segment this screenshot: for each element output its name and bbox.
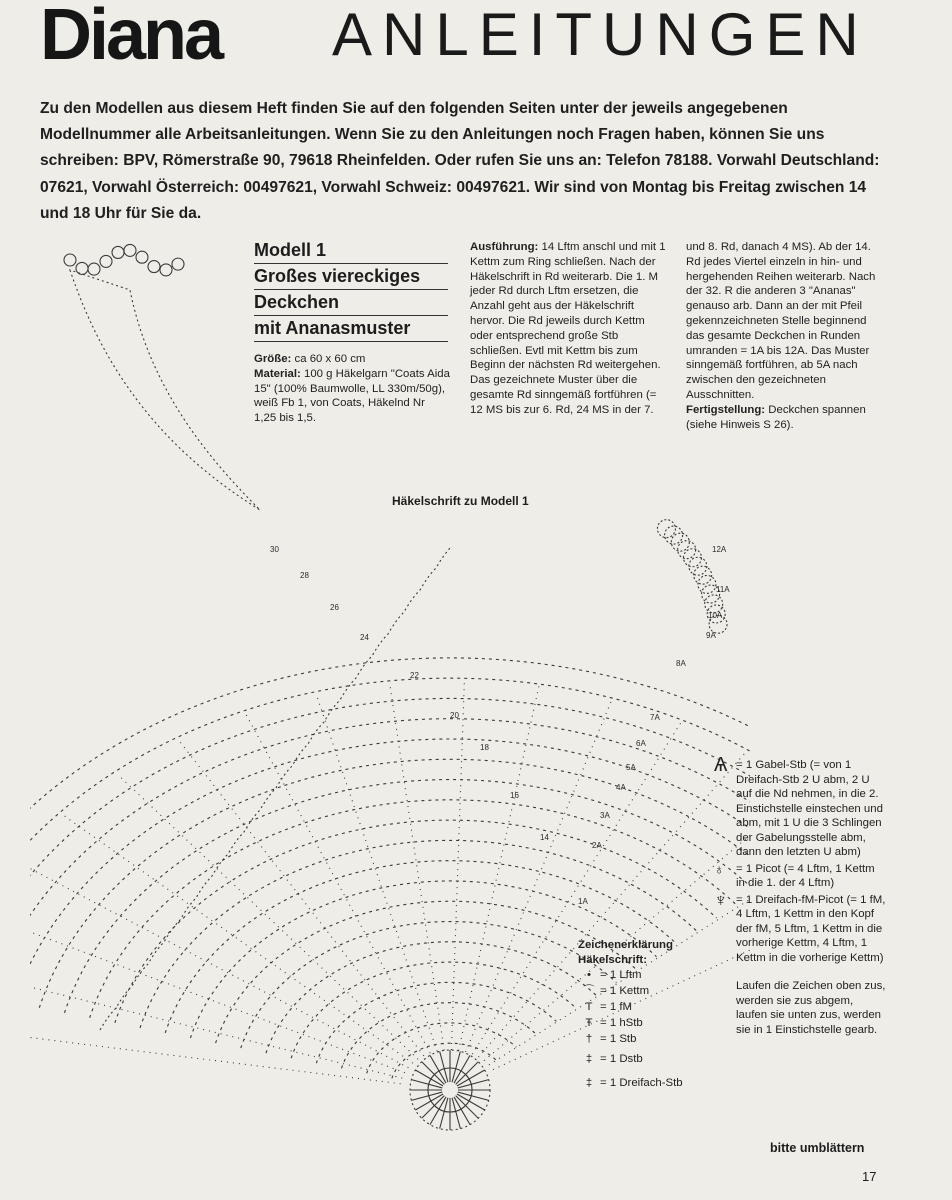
- stitch-stroke: [452, 1098, 460, 1129]
- extra-legend: [714, 754, 886, 1037]
- chart-caption: Häkelschrift zu Modell 1: [392, 494, 529, 508]
- scallop-loop: [671, 533, 689, 551]
- picot-loop: [148, 261, 160, 273]
- row-label: 22: [410, 671, 419, 680]
- row-label: 24: [360, 633, 369, 642]
- picot-loop: [112, 246, 124, 258]
- pineapple-lobe: [70, 270, 260, 510]
- row-label: 4A: [616, 783, 626, 792]
- turn-page-note: bitte umblättern: [770, 1141, 865, 1155]
- row-label: 14: [540, 833, 549, 842]
- round-arc: [241, 922, 617, 1049]
- symbol-legend: [578, 938, 718, 1095]
- row-label: 3A: [600, 811, 610, 820]
- model-title-line: Großes viereckiges: [254, 264, 448, 290]
- stitch-stroke: [456, 1096, 479, 1119]
- row-label: 7A: [650, 713, 660, 722]
- legend-item: ‡ = 1 Dreifach-Stb: [578, 1071, 718, 1095]
- legend-item: Ŧ = 1 hStb: [578, 1015, 718, 1031]
- scallop-loop: [665, 526, 683, 544]
- finishing-value: Deckchen spannen (siehe Hinweis S 26).: [686, 403, 866, 431]
- round-arc: [392, 1043, 496, 1078]
- stitch-stroke: [316, 694, 437, 1052]
- row-label: 10A: [708, 611, 723, 620]
- round-arc: [291, 962, 576, 1058]
- triple-treble-icon: ‡: [585, 1076, 593, 1089]
- stitch-stroke: [179, 740, 424, 1056]
- legend-item: ♆ = 1 Dreifach-fM-Picot (= 1 fM, 4 Lftm, 1 Kettm in den Kopf der fM, 5 Lftm, 1 Kettm in die vorherige Kettm, 4 Lftm, 1 Kettm in die vorherige Kettm): [714, 889, 886, 964]
- scallop-loop: [678, 541, 696, 559]
- row-label: 30: [270, 545, 279, 554]
- model-title-line: mit Ananasmuster: [254, 316, 448, 342]
- scallop-loop: [657, 520, 675, 538]
- legend-item: ‡ = 1 Dstb: [578, 1047, 718, 1071]
- stitch-stroke: [118, 775, 418, 1060]
- legend-subheading: Häkelschrift:: [578, 953, 648, 966]
- scallop-loop: [689, 557, 707, 575]
- legend-item: ⌒ = 1 Kettm: [578, 983, 718, 999]
- model-title-line: Modell 1: [254, 238, 448, 264]
- stitch-stroke: [456, 1062, 479, 1085]
- picot-loop: [124, 244, 136, 256]
- execution-value-part1: 14 Lftm anschl und mit 1 Kettm zum Ring schließen. Nach der Häkelschrift in Rd weiterarb. Die 1. M jeder Rd durch Lftm ersetzen, die Anzahl geht aus der Häkelschrift hervor. Die Rd jeweils durch Kettm oder entsprechend große Stb schließen. Evtl mit Kettm bis zum Beginn der nächsten Rd weitergehen. Das gezeichnete Muster über die gesamte Rd sinngemäß fortführen (= 12 MS bis zur 6. Rd, 24 MS in der 7.: [470, 241, 666, 416]
- legend-note: Laufen die Zeichen oben zus, werden sie zus abgem, laufen sie unten zus, werden sie in 1 Einstichstelle gearb.: [736, 980, 886, 1036]
- row-label: 11A: [716, 585, 730, 594]
- treble-crochet-icon: ‡: [585, 1052, 593, 1065]
- row-label: 6A: [636, 739, 646, 748]
- section-title: ANLEITUNGEN: [332, 1, 869, 68]
- chain-stitch-icon: •: [587, 968, 591, 981]
- material-label: Material:: [254, 367, 301, 380]
- double-crochet-icon: †: [585, 1032, 593, 1045]
- stitch-stroke: [458, 1092, 489, 1100]
- round-arc: [367, 1023, 517, 1073]
- row-label: 9A: [706, 631, 716, 640]
- half-double-icon: Ŧ: [585, 1016, 593, 1029]
- legend-heading: Zeichenerklärung: [578, 939, 673, 951]
- stitch-stroke: [440, 1051, 448, 1082]
- stitch-stroke: [30, 862, 408, 1068]
- row-label: 2A: [592, 841, 602, 850]
- picot-loop: [88, 263, 100, 275]
- size-value: ca 60 x 60 cm: [294, 353, 366, 365]
- stitch-stroke: [452, 1051, 460, 1082]
- row-label: 26: [330, 603, 339, 612]
- stitch-stroke: [411, 1092, 442, 1100]
- material-value: 100 g Häkelgarn "Coats Aida 15" (100% Baumwolle, LL 330m/50g), weiß Fb 1, von Coats, Häkelnd Nr 1,25 bis 1,5.: [254, 367, 450, 425]
- row-label: 1A: [578, 897, 588, 906]
- stitch-stroke: [64, 815, 413, 1063]
- picot-loop: [172, 258, 184, 270]
- model-title-line: Deckchen: [254, 290, 448, 316]
- stitch-stroke: [459, 686, 539, 1051]
- stitch-stroke: [30, 968, 402, 1078]
- picot-loop: [76, 262, 88, 274]
- stitch-stroke: [440, 1098, 448, 1129]
- stitch-stroke: [30, 1026, 401, 1084]
- picot-loop: [64, 254, 76, 266]
- brand-logo: Diana: [40, 0, 222, 75]
- legend-item: T = 1 fM: [578, 999, 718, 1015]
- page-number: 17: [862, 1169, 877, 1184]
- size-label: Größe:: [254, 353, 292, 365]
- execution-label: Ausführung:: [470, 241, 539, 253]
- legend-item: Ѧ = 1 Gabel-Stb (= von 1 Dreifach-Stb 2 U abm, 2 U auf die Nd nehmen, in die 2. Einstichstelle einstechen und abm, mit 1 U die 3 Schlingen der Gabelungsstelle abm, dann den letzten U abm): [714, 754, 883, 858]
- picot-loop: [100, 255, 112, 267]
- stitch-stroke: [451, 680, 464, 1050]
- picot-loop: [160, 264, 172, 276]
- stitch-stroke: [422, 1096, 445, 1119]
- finishing-label: Fertigstellung:: [686, 403, 766, 416]
- triple-picot-icon: ♆: [714, 889, 728, 910]
- stitch-stroke: [458, 1080, 489, 1088]
- slip-stitch-icon: ⌒: [583, 984, 595, 997]
- row-label: 8A: [676, 659, 686, 668]
- fork-stitch-icon: Ѧ: [714, 754, 728, 776]
- scallop-loop: [684, 549, 702, 567]
- picot-loop: [136, 251, 148, 263]
- masthead: [40, 0, 900, 78]
- round-arc: [316, 982, 556, 1063]
- execution-value-part2: und 8. Rd, danach 4 MS). Ab der 14. Rd jedes Viertel einzeln in hin- und hergehenden Reihen weiterarb. Nach der 32. R die anderen 3 "Ananas" genauso arb. Dann an der mit Pfeil gekennzeichneten Stelle beginnend das gesamte Deckchen in Runden umranden = 1A bis 12A. Das Muster sinngemäß fortführen, ab 5A nach zwischen den gezeichneten Ausschnitten.: [686, 241, 876, 401]
- stitch-stroke: [411, 1080, 442, 1088]
- row-label: 16: [510, 791, 519, 800]
- row-label: 5A: [626, 763, 636, 772]
- round-arc: [216, 901, 637, 1043]
- stitch-stroke: [390, 683, 445, 1050]
- picot-icon: ♁: [714, 860, 725, 877]
- round-arc: [342, 1003, 537, 1069]
- stitch-stroke: [245, 713, 430, 1053]
- row-label: 18: [480, 743, 489, 752]
- round-arc: [30, 658, 750, 983]
- outer-edge: [100, 546, 452, 1030]
- legend-item: † = 1 Stb: [578, 1031, 718, 1047]
- legend-item: • = 1 Lftm: [578, 967, 718, 983]
- legend-item: ♁ = 1 Picot (= 4 Lftm, 1 Kettm in die 1. der 4 Lftm): [714, 860, 875, 889]
- single-crochet-icon: T: [585, 1000, 593, 1013]
- row-label: 28: [300, 571, 309, 580]
- stitch-stroke: [30, 913, 405, 1072]
- intro-paragraph: Zu den Modellen aus diesem Heft finden Sie auf den folgenden Seiten unter der jeweils angegebenen Modellnummer alle Arbeitsanleitungen. Wenn Sie zu den Anleitungen noch Fragen haben, können Sie uns schreiben: BPV, Römerstraße 90, 79618 Rheinfelden. Oder rufen Sie uns an: Telefon 78188. Vorwahl Deutschland: 07621, Vorwahl Österreich: 00497621, Vorwahl Schweiz: 00497621. Wir sind von Montag bis Freitag zwischen 14 und 18 Uhr für Sie da.: [40, 100, 880, 222]
- stitch-stroke: [422, 1062, 445, 1085]
- row-label: 12A: [712, 545, 727, 554]
- row-label: 20: [450, 711, 459, 720]
